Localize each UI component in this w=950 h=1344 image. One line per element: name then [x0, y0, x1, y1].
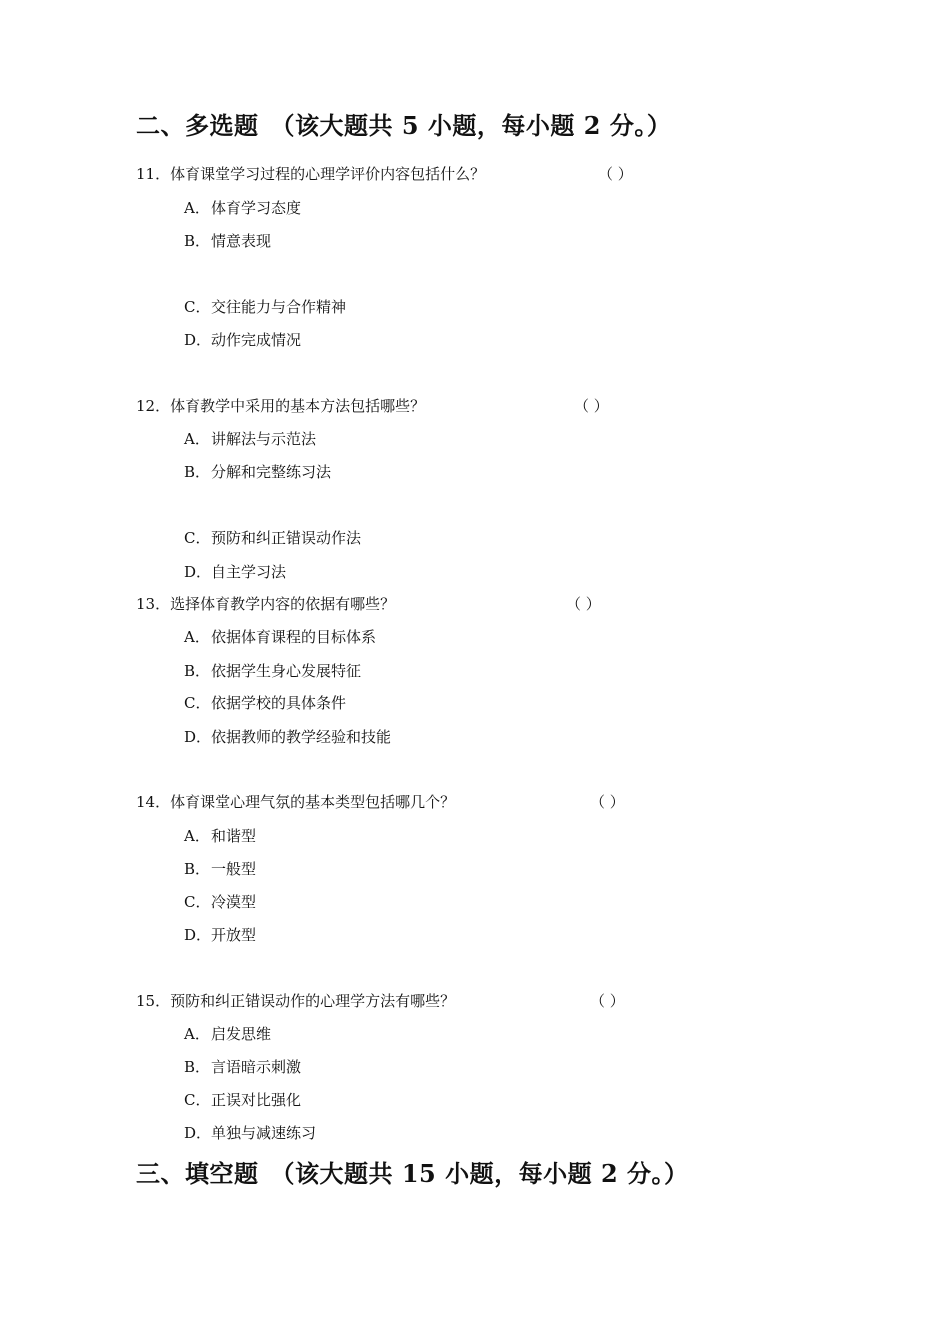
option-text: 情意表现	[211, 232, 272, 250]
option-14-a	[184, 825, 256, 846]
option-14-b	[184, 858, 256, 879]
option-text: 体育学习态度	[211, 199, 302, 217]
option-12-c	[184, 527, 361, 548]
question-text: 选择体育教学内容的依据有哪些？	[170, 595, 396, 613]
option-letter: D．	[184, 926, 212, 944]
option-letter: C．	[184, 529, 211, 547]
section-heading-multiple-choice	[136, 106, 671, 141]
option-15-c	[184, 1089, 301, 1110]
question-13	[136, 593, 395, 614]
option-15-a	[184, 1023, 271, 1044]
option-text: 正误对比强化	[211, 1091, 302, 1109]
option-11-d	[184, 329, 301, 350]
option-12-d	[184, 561, 286, 582]
option-13-d	[184, 726, 391, 747]
option-15-b	[184, 1056, 301, 1077]
option-letter: C．	[184, 1091, 211, 1109]
option-letter: D．	[184, 331, 212, 349]
option-letter: B．	[184, 1058, 211, 1076]
option-letter: C．	[184, 298, 211, 316]
option-letter: A．	[184, 430, 210, 448]
option-12-a	[184, 428, 316, 449]
option-letter: D．	[184, 728, 212, 746]
option-text: 交往能力与合作精神	[211, 298, 347, 316]
option-text: 分解和完整练习法	[211, 463, 332, 481]
question-number: 15．	[136, 992, 171, 1010]
option-11-a	[184, 197, 301, 218]
option-text: 和谐型	[211, 827, 257, 845]
answer-blank-15[interactable]: （ ）	[590, 992, 625, 1010]
section-detail: （该大题共 15 小题，每小题 2 分。）	[270, 1159, 689, 1188]
answer-blank-13[interactable]: （ ）	[566, 595, 601, 613]
question-11	[136, 163, 485, 184]
question-number: 14．	[136, 793, 171, 811]
option-text: 启发思维	[211, 1025, 272, 1043]
option-13-b	[184, 660, 361, 681]
option-text: 依据学校的具体条件	[211, 694, 347, 712]
option-14-c	[184, 891, 256, 912]
option-letter: A．	[184, 199, 210, 217]
option-text: 一般型	[211, 860, 257, 878]
section-detail: （该大题共 5 小题，每小题 2 分。）	[270, 111, 672, 140]
section-title: 三、填空题	[136, 1159, 259, 1188]
option-letter: C．	[184, 893, 211, 911]
option-letter: B．	[184, 232, 211, 250]
option-letter: B．	[184, 463, 211, 481]
section-heading-fill-in-blank	[136, 1154, 689, 1189]
option-11-b	[184, 230, 271, 251]
option-text: 依据教师的教学经验和技能	[211, 728, 392, 746]
option-13-c	[184, 692, 346, 713]
answer-blank-14[interactable]: （ ）	[590, 793, 625, 811]
answer-blank-12[interactable]: （ ）	[574, 397, 609, 415]
option-text: 讲解法与示范法	[211, 430, 317, 448]
question-14	[136, 791, 455, 812]
option-letter: C．	[184, 694, 211, 712]
option-12-b	[184, 461, 331, 482]
option-15-d	[184, 1122, 316, 1143]
question-text: 预防和纠正错误动作的心理学方法有哪些？	[170, 992, 456, 1010]
option-11-c	[184, 296, 346, 317]
option-letter: A．	[184, 628, 210, 646]
question-text: 体育教学中采用的基本方法包括哪些？	[170, 397, 426, 415]
option-letter: B．	[184, 860, 211, 878]
option-letter: B．	[184, 662, 211, 680]
question-12	[136, 395, 425, 416]
question-15	[136, 990, 455, 1011]
question-number: 12．	[136, 397, 171, 415]
option-text: 单独与减速练习	[211, 1124, 317, 1142]
option-13-a	[184, 626, 376, 647]
option-letter: A．	[184, 827, 210, 845]
question-text: 体育课堂学习过程的心理学评价内容包括什么？	[170, 165, 486, 183]
option-text: 预防和纠正错误动作法	[211, 529, 362, 547]
question-number: 13．	[136, 595, 171, 613]
option-text: 依据体育课程的目标体系	[211, 628, 377, 646]
answer-blank-11[interactable]: （ ）	[598, 165, 633, 183]
option-text: 动作完成情况	[211, 331, 302, 349]
option-text: 依据学生身心发展特征	[211, 662, 362, 680]
option-text: 言语暗示刺激	[211, 1058, 302, 1076]
option-text: 自主学习法	[211, 563, 287, 581]
option-letter: D．	[184, 1124, 212, 1142]
option-letter: D．	[184, 563, 212, 581]
option-text: 开放型	[211, 926, 257, 944]
option-letter: A．	[184, 1025, 210, 1043]
section-title: 二、多选题	[136, 111, 259, 140]
question-text: 体育课堂心理气氛的基本类型包括哪几个？	[170, 793, 456, 811]
option-14-d	[184, 924, 256, 945]
option-text: 冷漠型	[211, 893, 257, 911]
question-number: 11．	[136, 165, 171, 183]
